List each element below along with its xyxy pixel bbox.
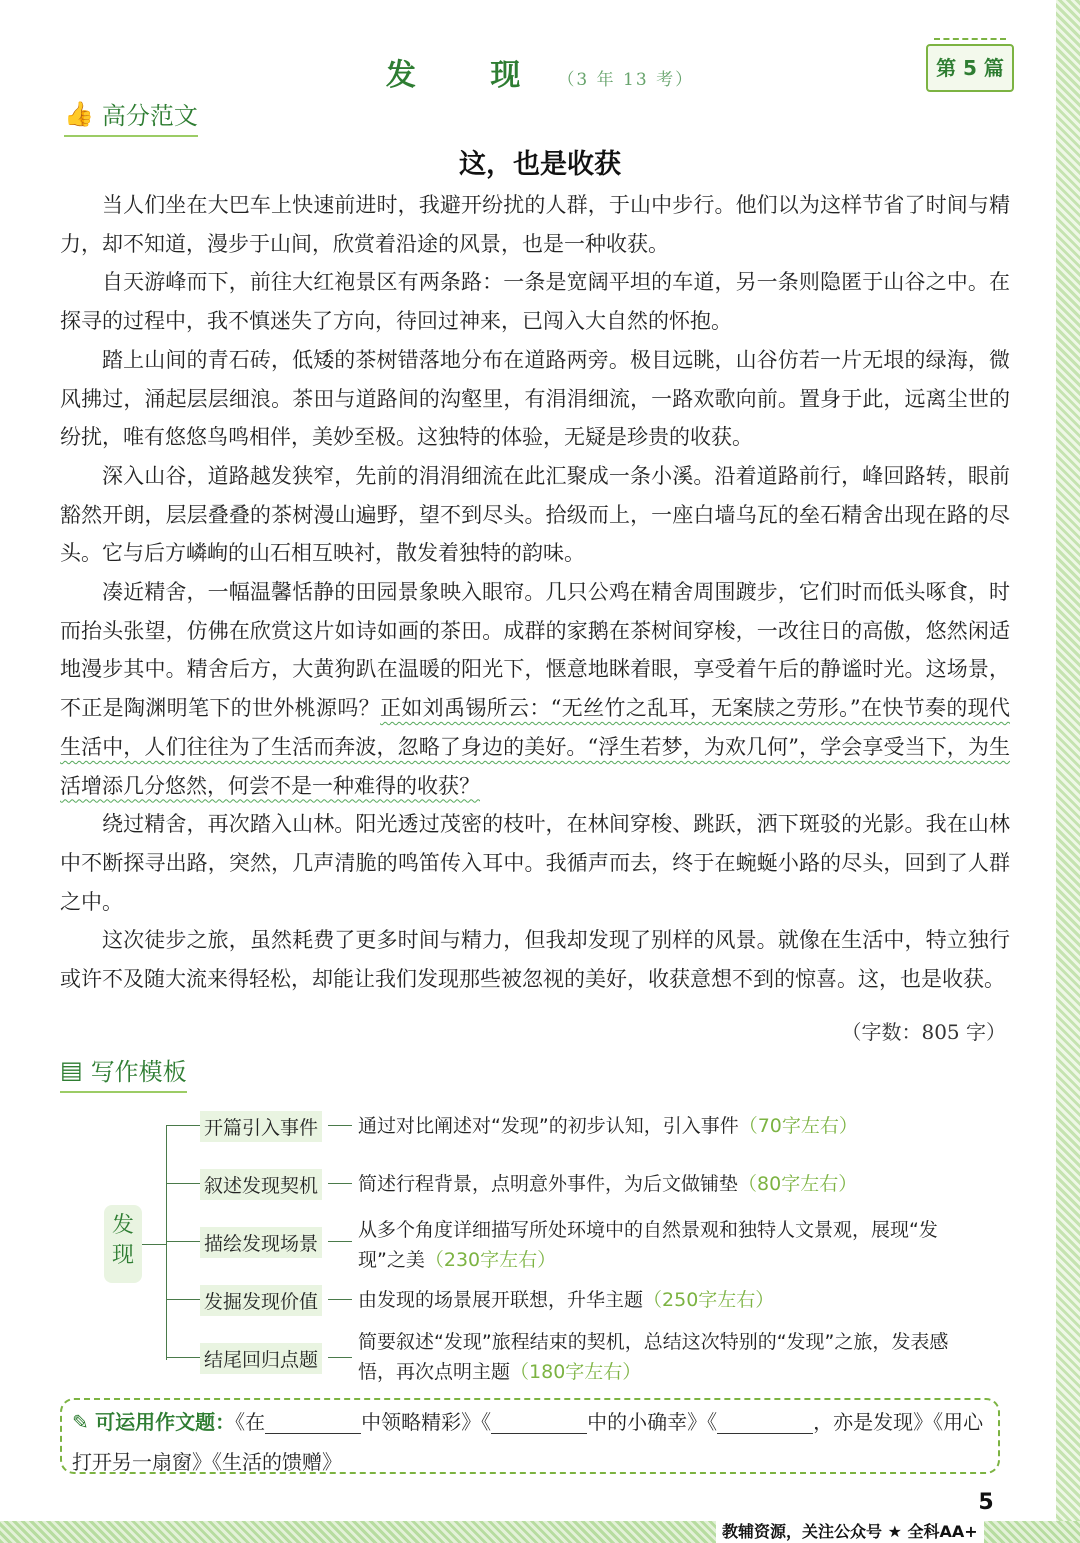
word-hint: （180字左右）: [510, 1361, 642, 1383]
section-label-sample: [64, 96, 198, 137]
mindmap-branch-label: 描绘发现场景: [200, 1227, 322, 1258]
notebook-icon: ✎: [72, 1410, 89, 1434]
mindmap-row: [166, 1219, 968, 1275]
mindmap-row: [166, 1111, 968, 1142]
essay-paragraph: 踏上山间的青石砖，低矮的茶树错落地分布在道路两旁。极目远眺，山谷仿若一片无垠的绿海，微风拂过，涌起层层细浪。茶田与道路间的沟壑里，有涓涓细流，一路欢歌向前。置身于此，远离尘世的纷扰，唯有悠悠鸟鸣相伴，美妙至极。这独特的体验，无疑是珍贵的收获。: [60, 347, 1010, 450]
essay-paragraph: 当人们坐在大巴车上快速前进时，我避开纷扰的人群，于山中步行。他们以为这样节省了时间与精力，却不知道，漫步于山间，欣赏着沿途的风景，也是一种收获。: [60, 193, 1010, 256]
essay-paragraph: [60, 573, 1010, 805]
blank-line: [265, 1413, 361, 1434]
chapter-badge: 第 5 篇: [926, 44, 1014, 92]
essay-body: [60, 186, 1010, 999]
essay-paragraph: 自天游峰而下，前往大红袍景区有两条路：一条是宽阔平坦的车道，另一条则隐匿于山谷之中。在探寻的过程中，我不慎迷失了方向，待回过神来，已闯入大自然的怀抱。: [60, 270, 1010, 334]
word-hint: （250字左右）: [643, 1289, 775, 1311]
mindmap-branch-desc: 从多个角度详细描写所处环境中的自然景观和独特人文景观，展现“发现”之美（230字左右）: [358, 1219, 938, 1271]
essay-title: 这，也是收获: [459, 149, 621, 180]
mindmap-branch-desc: 简述行程背景，点明意外事件，为后文做铺垫（80字左右）: [358, 1173, 858, 1195]
highlighted-passage: 正如刘禹锡所云：“无丝竹之乱耳，无案牍之劳形。”在快节奏的现代生活中，人们往往为了生活而奔波，忽略了身边的美好。“浮生若梦，为欢几何”，学会享受当下，为生活增添几分悠然，何尝不是一种难得的收获？: [60, 696, 1010, 798]
mindmap-branch-desc: 由发现的场景展开联想，升华主题（250字左右）: [358, 1289, 775, 1311]
template-icon: ▤: [60, 1055, 83, 1084]
blank-line: [717, 1413, 813, 1434]
word-hint: （70字左右）: [738, 1115, 858, 1137]
page-title: 发 现: [385, 58, 553, 93]
blank-line: [491, 1413, 587, 1434]
word-hint: （230字左右）: [424, 1249, 557, 1271]
word-hint: （80字左右）: [738, 1173, 858, 1195]
mindmap-branch-label: 结尾回归点题: [200, 1343, 322, 1374]
thumbs-up-icon: 👍: [64, 99, 94, 128]
mindmap-branch-label: 发掘发现价值: [200, 1285, 322, 1316]
section-label-text: 高分范文: [101, 102, 198, 130]
mindmap-branch-desc: 简要叙述“发现”旅程结束的契机，总结这次特别的“发现”之旅，发表感悟，再次点明主题（180字左右）: [358, 1331, 949, 1383]
mindmap-connector: [142, 1244, 166, 1245]
decorative-side-band: [1056, 0, 1080, 1543]
mindmap-row: [166, 1169, 968, 1200]
page-title-note: （3 年 13 考）: [557, 70, 695, 90]
mindmap-row: [166, 1331, 968, 1387]
usable-titles-box: ✎ 可运用作文题：《在 中领略精彩》《 中的小确幸》《 ，亦是发现》《用心打开另一扇窗》《生活的馈赠》: [60, 1398, 1000, 1474]
section-label-template: [60, 1052, 187, 1093]
word-count: （字数：805 字）: [841, 1020, 1006, 1044]
essay-paragraph: 深入山谷，道路越发狭窄，先前的涓涓细流在此汇聚成一条小溪。沿着道路前行，峰回路转，眼前豁然开朗，层层叠叠的茶树漫山遍野，望不到尽头。拾级而上，一座白墙乌瓦的垒石精舍出现在路的尽头。它与后方嶙峋的山石相互映衬，散发着独特的韵味。: [60, 463, 1010, 566]
page-header: [0, 50, 1080, 94]
mindmap-root: 发现: [104, 1205, 142, 1283]
mindmap-branch-label: 开篇引入事件: [200, 1111, 322, 1142]
essay-paragraph: 这次徒步之旅，虽然耗费了更多时间与精力，但我却发现了别样的风景。就像在生活中，特立独行或许不及随大流来得轻松，却能让我们发现那些被忽视的美好，收获意想不到的惊喜。这，也是收获。: [60, 928, 1010, 992]
essay-paragraph: 绕过精舍，再次踏入山林。阳光透过茂密的枝叶，在林间穿梭、跳跃，洒下斑驳的光影。我在山林中不断探寻出路，突然，几声清脆的鸣笛传入耳中。我循声而去，终于在蜿蜒小路的尽头，回到了人群之中。: [60, 812, 1010, 914]
footer-text: 教辅资源，关注公众号 ★ 全科AA+: [716, 1521, 984, 1543]
section-label-text: 写作模板: [90, 1058, 187, 1086]
mindmap-row: [166, 1285, 968, 1316]
mindmap-branch-label: 叙述发现契机: [200, 1169, 322, 1200]
page-number: 5: [978, 1490, 994, 1515]
usable-titles-lead: 可运用作文题：: [95, 1410, 236, 1434]
essay-text: 凑近精舍，一幅温馨恬静的田园景象映入眼帘。几只公鸡在精舍周围踱步，它们时而低头啄食，时而抬头张望，仿佛在欣赏这片如诗如画的茶田。成群的家鹅在茶树间穿梭，一改往日的高傲，悠然闲适地漫步其中。精舍后方，大黄狗趴在温暖的阳光下，惬意地眯着眼，享受着午后的静谧时光。这场景，不正是陶渊明笔下的世外桃源吗？: [60, 580, 1010, 721]
mindmap-branch-desc: 通过对比阐述对“发现”的初步认知，引入事件（70字左右）: [358, 1115, 858, 1137]
